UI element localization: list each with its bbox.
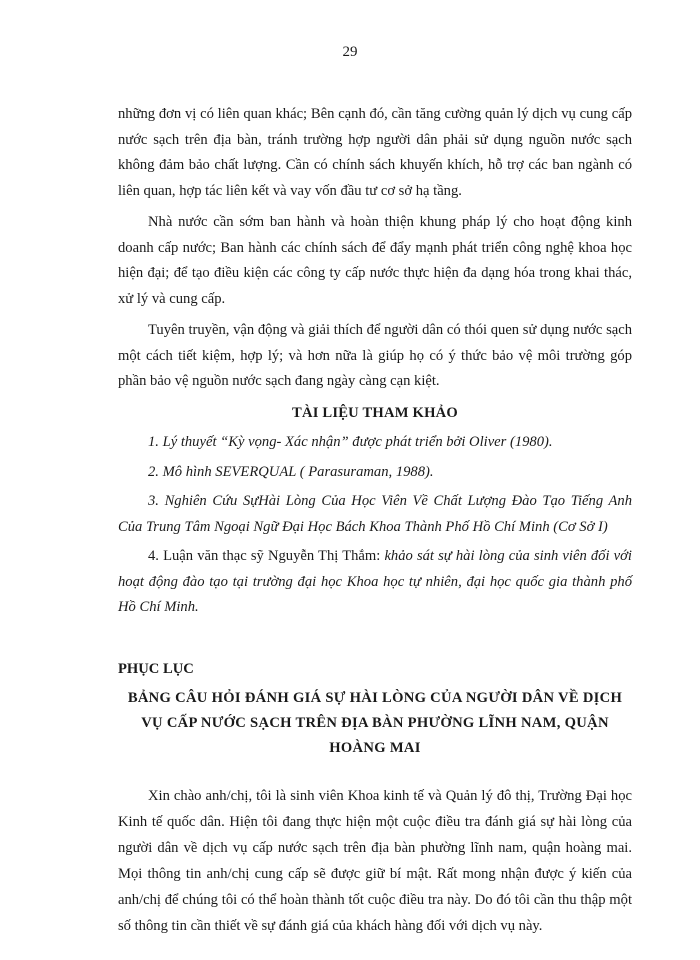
paragraph-legal-framework: Nhà nước cần sớm ban hành và hoàn thiện khung pháp lý cho hoạt động kinh doanh cấp nước; Ban hành các chính sách để đẩy mạnh phát triển công nghệ khoa học hiện đại; để tạo điều kiện các công ty cấp nước thực hiện đa dạng hóa trong khai thác, xử lý và cung cấp. — [118, 214, 632, 307]
page-number: 29 — [342, 44, 358, 60]
reference-item: 1. Lý thuyết “Kỳ vọng- Xác nhận” được phát triển bởi Oliver (1980). — [148, 434, 553, 450]
references-heading: TÀI LIỆU THAM KHẢO — [292, 404, 458, 421]
paragraph-recommendations: những đơn vị có liên quan khác; Bên cạnh đó, cần tăng cường quản lý dịch vụ cung cấp nước sạch trên địa bàn, tránh trường hợp người dân phải sử dụng nguồn nước sạch không đảm bảo chất lượng. Cần có chính sách khuyến khích, hỗ trợ các ban ngành có liên quan, hợp tác liên kết và vay vốn đầu tư cơ sở hạ tầng. — [118, 106, 632, 199]
survey-intro: Xin chào anh/chị, tôi là sinh viên Khoa kinh tế và Quản lý đô thị, Trường Đại học Kinh tế quốc dân. Hiện tôi đang thực hiện một cuộc điều tra đánh giá sự hài lòng của người dân về dịch vụ cấp nước sạch trên địa bàn phường lĩnh nam, quận hoàng mai. Mọi thông tin anh/chị cung cấp sẽ được giữ bí mật. Rất mong nhận được ý kiến của anh/chị để chúng tôi có thể hoàn thành tốt cuộc điều tra này. Do đó tôi cần thu thập một số thông tin cần thiết về sự đánh giá của khách hàng đối với dịch vụ này. — [118, 788, 632, 934]
survey-title: BẢNG CÂU HỎI ĐÁNH GIÁ SỰ HÀI LÒNG CỦA NGƯỜI DÂN VỀ DỊCH VỤ CẤP NƯỚC SẠCH TRÊN ĐỊA BÀN PHƯỜNG LĨNH NAM, QUẬN HOÀNG MAI — [127, 690, 623, 756]
page-body — [118, 102, 632, 945]
reference-item: 3. Nghiên Cứu SựHài Lòng Của Học Viên Về Chất Lượng Đào Tạo Tiếng Anh Của Trung Tâm Ngoại Ngữ Đại Học Bách Khoa Thành Phố Hồ Chí Minh (Cơ Sở I) — [118, 493, 632, 535]
reference-item: 4. Luận văn thạc sỹ Nguyễn Thị Thắm: khảo sát sự hài lòng của sinh viên đối với hoạt động đào tạo tại trường đại học Khoa học tự nhiên, đại học quốc gia thành phố Hồ Chí Minh. — [118, 548, 632, 615]
paragraph-public-awareness: Tuyên truyền, vận động và giải thích để người dân có thói quen sử dụng nước sạch một cách tiết kiệm, hợp lý; và hơn nữa là giúp họ có ý thức bảo vệ môi trường góp phần bảo vệ nguồn nước sạch đang ngày càng cạn kiệt. — [118, 322, 632, 389]
appendix-label: PHỤC LỤC — [118, 660, 194, 677]
reference-item: 2. Mô hình SEVERQUAL ( Parasuraman, 1988). — [148, 463, 434, 480]
